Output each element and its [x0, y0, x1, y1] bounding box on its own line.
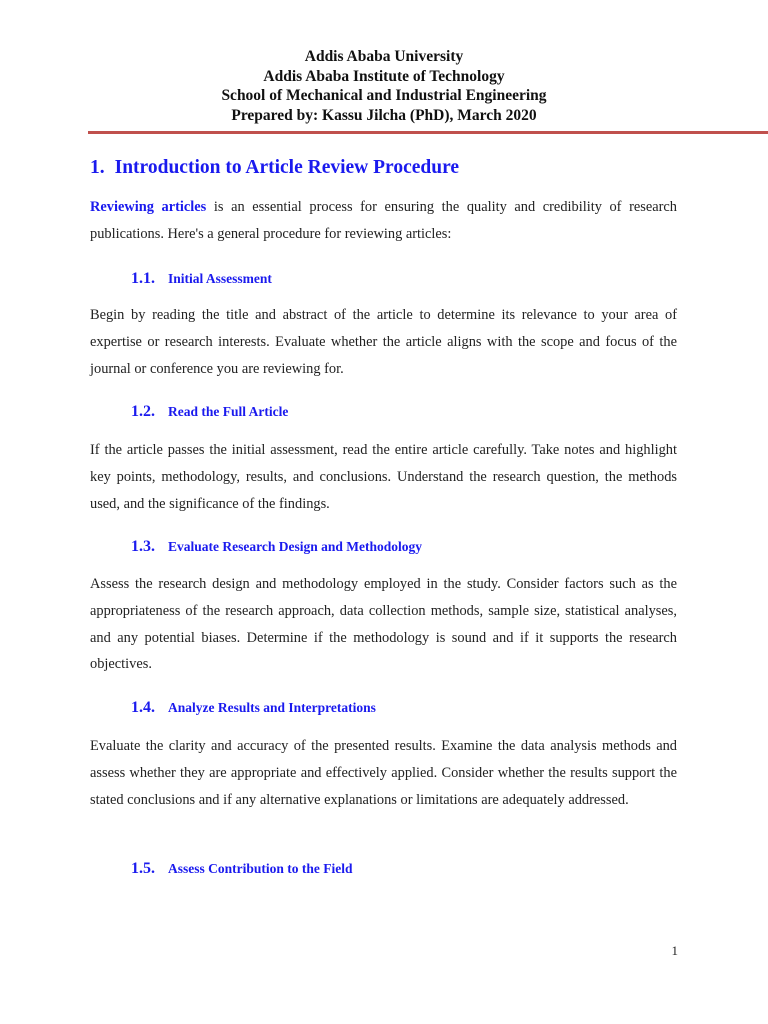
intro-text: is an essential process for ensuring the quality and credibility of research publications. Here's a general procedure for reviewing articles: — [90, 199, 677, 242]
subsection-heading-1-4 — [131, 699, 376, 717]
subsection-number: 1.2. — [131, 403, 155, 420]
subsection-title: Assess Contribution to the Field — [168, 861, 353, 876]
subsection-body-1-4: Evaluate the clarity and accuracy of the presented results. Examine the data analysis methods and assess whether they are appropriate and effectively applied. Consider whether the results support the stated conclusions and if any alternative explanations or limitations are adequately addressed. — [90, 738, 677, 808]
header-institute: Addis Ababa Institute of Technology — [263, 67, 505, 85]
intro-paragraph — [90, 194, 677, 248]
subsection-body-1-2: If the article passes the initial assessment, read the entire article carefully. Take notes and highlight key points, methodology, results, and conclusions. Understand the research question, the methods used, and the significance of the findings. — [90, 442, 677, 512]
subsection-title: Evaluate Research Design and Methodology — [168, 539, 423, 554]
subsection-title: Analyze Results and Interpretations — [168, 700, 376, 715]
section-number: 1. — [90, 157, 105, 178]
page-number: 1 — [671, 943, 678, 958]
header-school: School of Mechanical and Industrial Engineering — [221, 87, 547, 104]
header-university: Addis Ababa University — [304, 48, 464, 65]
subsection-body-1-1: Begin by reading the title and abstract of the article to determine its relevance to your area of expertise or research interests. Evaluate whether the article aligns with the scope and focus of the journal or conference you are reviewing for. — [90, 307, 677, 377]
subsection-heading-1-2 — [131, 403, 288, 421]
section-title: Introduction to Article Review Procedure — [114, 157, 460, 178]
subsection-heading-1-1 — [131, 270, 272, 288]
section-heading — [90, 157, 459, 179]
subsection-body-1-3: Assess the research design and methodology employed in the study. Consider factors such as the appropriateness of the research approach, data collection methods, sample size, statistical analyses, and any potential biases. Determine if the methodology is sound and if it supports the research objectives. — [90, 576, 677, 673]
subsection-number: 1.5. — [131, 860, 155, 877]
subsection-heading-1-5 — [131, 860, 353, 878]
header-author-date: Prepared by: Kassu Jilcha (PhD), March 2020 — [231, 106, 537, 124]
subsection-number: 1.4. — [131, 699, 155, 716]
document-header — [0, 47, 768, 125]
intro-lead-term: Reviewing articles — [90, 199, 207, 215]
subsection-title: Initial Assessment — [168, 271, 272, 286]
header-divider — [88, 131, 768, 134]
subsection-number: 1.1. — [131, 270, 155, 287]
subsection-title: Read the Full Article — [168, 404, 289, 419]
subsection-number: 1.3. — [131, 538, 155, 555]
subsection-heading-1-3 — [131, 538, 422, 556]
